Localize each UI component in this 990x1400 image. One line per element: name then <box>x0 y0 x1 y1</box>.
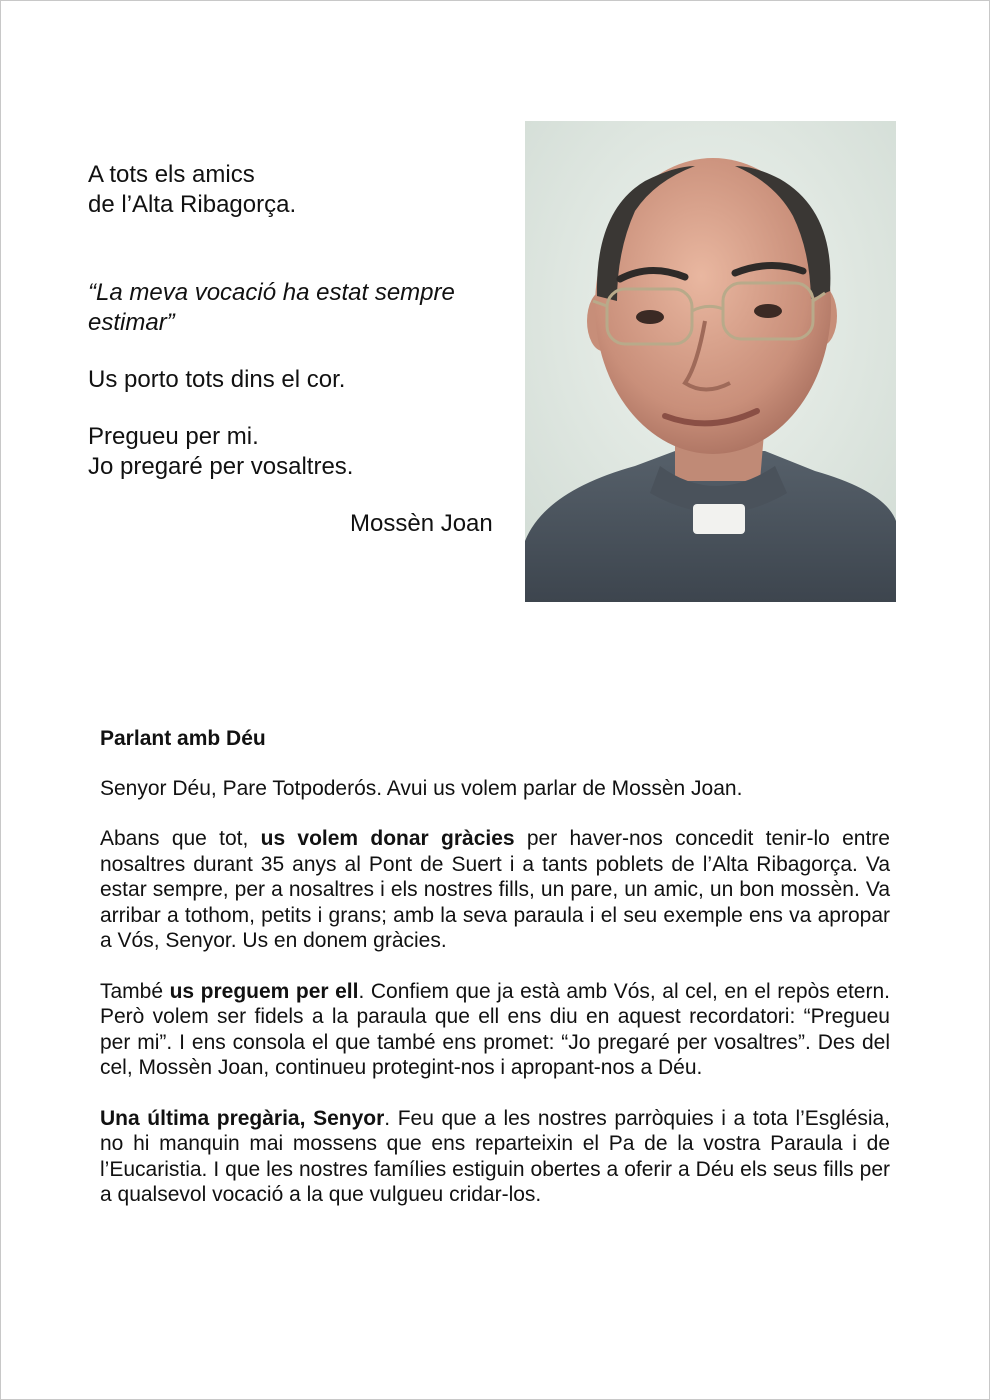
greeting-line-2: de l’Alta Ribagorça. <box>88 191 297 218</box>
priest-portrait-photo <box>525 121 896 602</box>
prayer-paragraph-2 <box>100 826 890 954</box>
vocation-quote: “La meva vocació ha estat sempre estimar” <box>88 279 455 336</box>
prayer-paragraph-1: Senyor Déu, Pare Totpoderós. Avui us volem parlar de Mossèn Joan. <box>100 776 743 800</box>
pray-line-1: Pregueu per mi. <box>88 423 259 450</box>
pray-line-2: Jo pregaré per vosaltres. <box>88 453 354 480</box>
portrait-illustration <box>525 121 896 602</box>
p2-intro: Abans que tot, <box>100 827 261 850</box>
p2-emphasis: us volem donar gràcies <box>260 827 515 850</box>
prayer-paragraph-3 <box>100 979 890 1081</box>
p3-emphasis: us preguem per ell <box>169 979 359 1003</box>
p3-body: . Confiem que ja està amb Vós, al cel, en el repòs etern. Però volem ser fidels a la paraula que ell ens diu en aquest recordatori: “Pregueu per mi”. I ens consola el que també ens promet: “Jo pregaré per vosaltres”. Des del cel, Mossèn Joan, continueu protegint-nos i apropant-nos a Déu. <box>100 979 890 1079</box>
p4-emphasis: Una última pregària, Senyor <box>100 1106 385 1130</box>
p3-intro: També <box>100 979 170 1003</box>
p4-body: . Feu que a les nostres parròquies i a tota l’Església, no hi manquin mai mossens que ens reparteixin el Pa de la vostra Paraula i de l’Eucaristia. I que les nostres famílies estiguin obertes a oferir a Déu els seus fills per a qualsevol vocació a la que vulgueu cridar-los. <box>100 1106 890 1206</box>
prayer-title: Parlant amb Déu <box>100 727 266 750</box>
p2-body: per haver-nos concedit tenir-lo entre nosaltres durant 35 anys al Pont de Suert i a tants poblets de l’Alta Ribagorça. Va estar sempre, per a nosaltres i els nostres fills, un pare, un amic, un bon mossèn. Va arribar a tothom, petits i grans; amb la seva paraula i el seu exemple ens va apropar a Vós, Senyor. Us en donem gràcies. <box>100 827 890 952</box>
prayer-paragraph-4 <box>100 1106 890 1208</box>
greeting-line-1: A tots els amics <box>88 161 255 188</box>
greeting <box>88 160 296 220</box>
signature: Mossèn Joan <box>350 510 493 537</box>
heart-line: Us porto tots dins el cor. <box>88 366 346 393</box>
pray-lines <box>88 422 353 482</box>
prayer-section <box>100 726 890 1233</box>
